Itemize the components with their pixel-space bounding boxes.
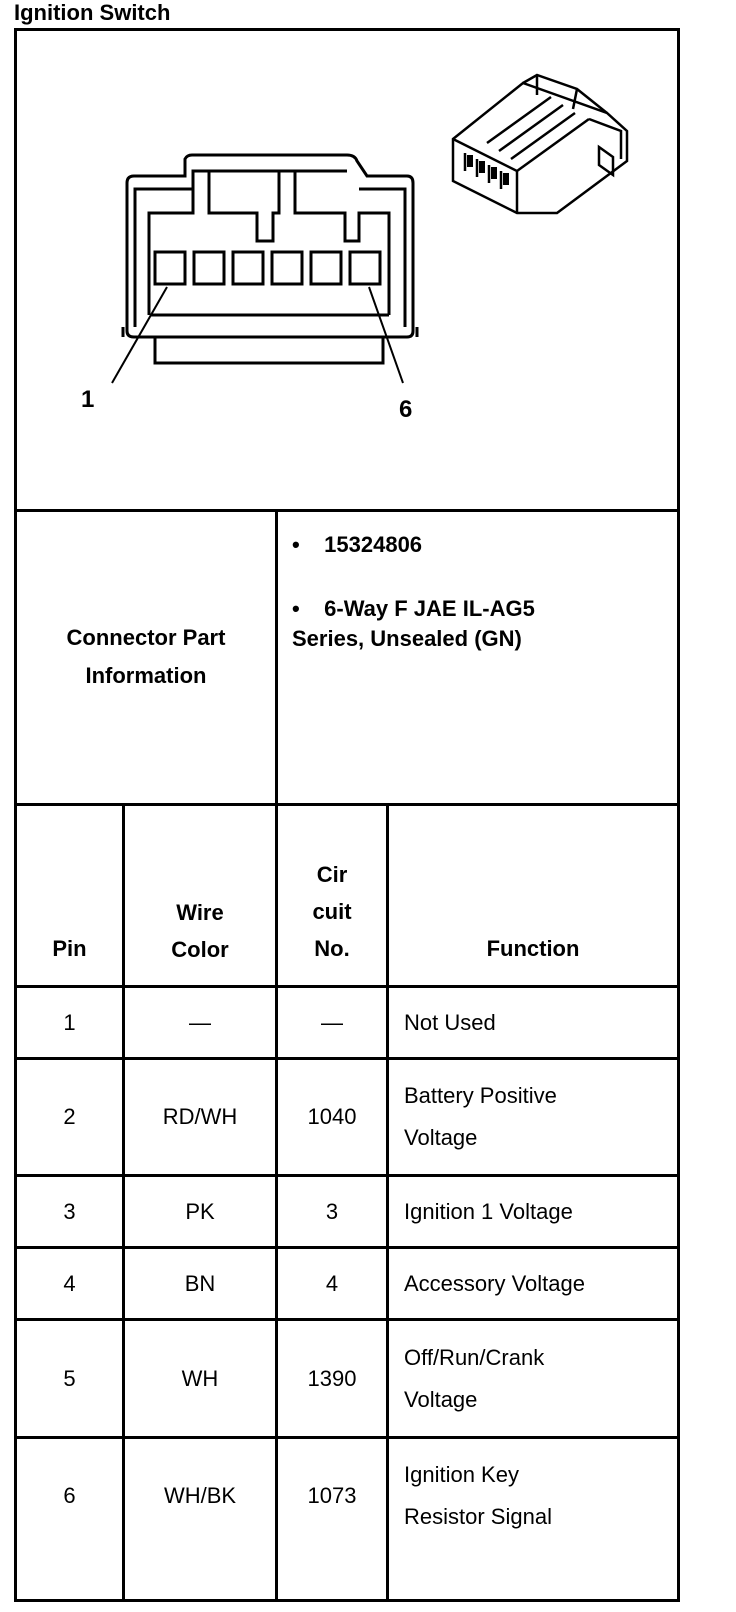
table-row-6-circuit: 1073 [307, 1482, 357, 1508]
table-row-5-function: Off/Run/Crank Voltage [404, 1344, 545, 1412]
table-row-1-function: Not Used [404, 1009, 496, 1035]
page-title: Ignition Switch [14, 0, 171, 25]
pin-leader-lines [112, 287, 403, 383]
table-row-5-wire: WH [181, 1365, 219, 1391]
divider-connector-info [275, 509, 278, 803]
connector-label-line1: Connector Part [66, 625, 226, 650]
table-row-2-pin: 2 [63, 1104, 76, 1129]
pin-1-label: 1 [81, 386, 95, 413]
part-number-item [292, 530, 672, 560]
table-row-4-wire: BN [184, 1270, 216, 1296]
connector-isometric-drawing [453, 75, 627, 213]
terminal-cavities [155, 252, 380, 284]
header-function: Function [486, 936, 580, 961]
table-row-1-wire: — [189, 1009, 211, 1035]
header-pin: Pin [52, 936, 87, 961]
table-row-4-circuit: 4 [325, 1270, 339, 1296]
table-row-5-pin: 5 [63, 1365, 76, 1391]
table-row-4-function: Accessory Voltage [404, 1270, 585, 1296]
table-row-6-function: Ignition Key Resistor Signal [404, 1461, 552, 1529]
connector-label-line2: Information [85, 663, 207, 688]
table-row-2-wire: RD/WH [162, 1104, 238, 1129]
table-row-1-circuit: — [321, 1009, 343, 1035]
table-row-1-pin: 1 [63, 1009, 76, 1035]
connector-type-item [292, 594, 672, 654]
bullet-icon: • [292, 532, 325, 557]
header-wire-color: Wire Color [171, 900, 229, 962]
table-row-2-function: Battery Positive Voltage [404, 1083, 557, 1150]
table-row-2-circuit: 1040 [307, 1104, 357, 1129]
connector-part-label [17, 512, 275, 802]
table-row-6-pin: 6 [63, 1482, 76, 1508]
table-row-5-circuit: 1390 [307, 1365, 357, 1391]
table-row-3-circuit: 3 [325, 1198, 339, 1224]
connector-type-line1: 6-Way F JAE IL-AG5 [324, 596, 535, 621]
table-row-3-function: Ignition 1 Voltage [404, 1198, 573, 1224]
table-row-3-pin: 3 [63, 1198, 76, 1224]
header-circuit-no: Cir cuit No. [312, 862, 352, 961]
pin-6-label: 6 [399, 396, 413, 423]
connector-diagram [17, 31, 677, 509]
bullet-icon: • [292, 596, 325, 621]
table-row-4-pin: 4 [63, 1270, 76, 1296]
table-row-3-wire: PK [185, 1198, 215, 1224]
connector-type-line2: Series, Unsealed (GN) [292, 626, 522, 651]
table-row-6-wire: WH/BK [163, 1482, 237, 1508]
divider-header [14, 803, 680, 806]
part-number: 15324806 [324, 532, 423, 557]
connector-face-drawing [123, 155, 417, 363]
connector-part-info [292, 530, 672, 654]
col-divider-3 [386, 803, 389, 1602]
